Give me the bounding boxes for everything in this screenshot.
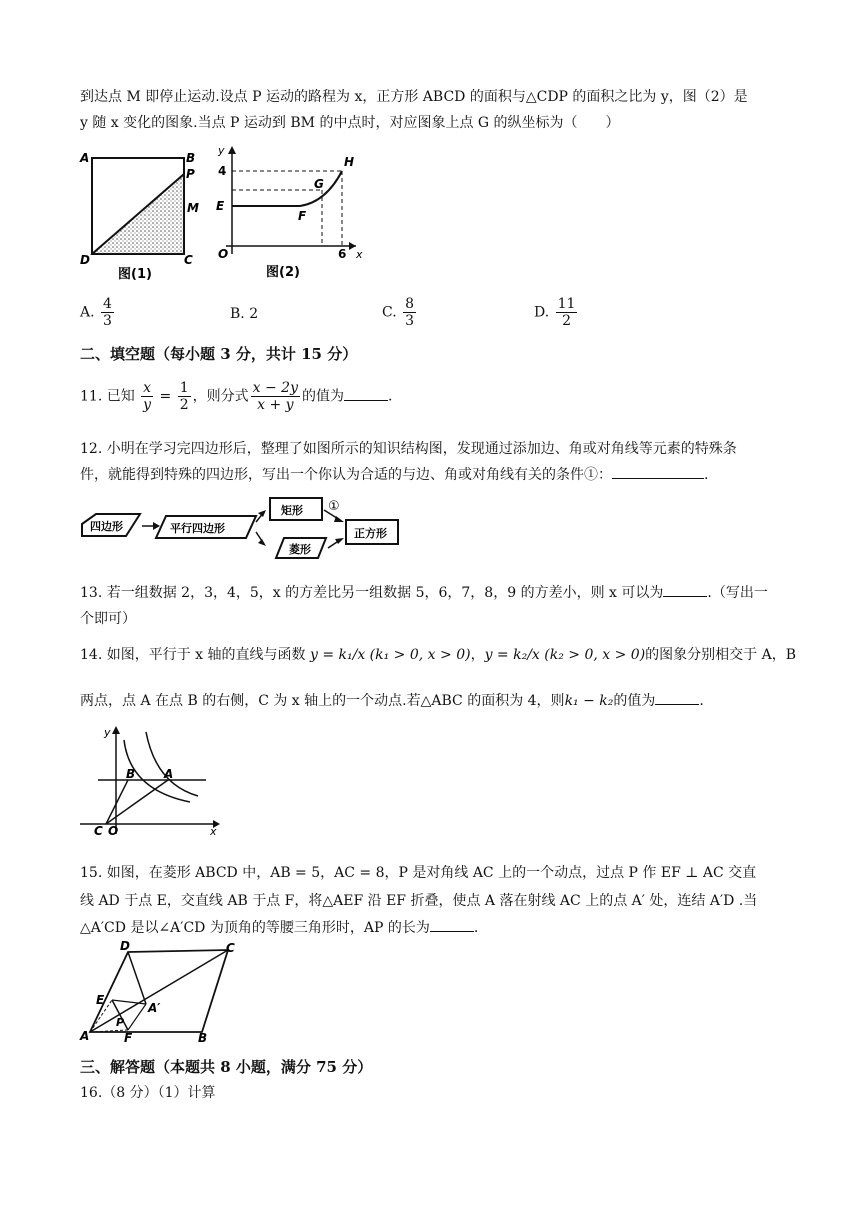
label-quadrilateral: 四边形 bbox=[90, 520, 123, 533]
q12-answer-blank[interactable] bbox=[612, 478, 704, 479]
label-h: H bbox=[344, 155, 355, 169]
q15-line1: 15. 如图，在菱形 ABCD 中，AB = 5，AC = 8，P 是对角线 AC 上的一个动点，过点 P 作 EF ⊥ AC 交直 bbox=[80, 865, 757, 881]
label-a-prime: A′ bbox=[148, 1001, 161, 1015]
label-circle-1: ① bbox=[328, 499, 340, 514]
q13-line1: 13. 若一组数据 2，3，4，5，x 的方差比另一组数据 5，6，7，8，9 的方差小，则 x 可以为 .（写出一 bbox=[80, 585, 768, 601]
label-d: D bbox=[80, 253, 90, 267]
label-b: B bbox=[186, 151, 196, 165]
q16-text: 16.（8 分）（1）计算 bbox=[80, 1085, 216, 1101]
label-square: 正方形 bbox=[354, 527, 387, 540]
label-4: 4 bbox=[218, 164, 227, 178]
section-2-title: 二、填空题（每小题 3 分，共计 15 分） bbox=[80, 345, 358, 363]
q11-answer-blank[interactable] bbox=[344, 400, 388, 401]
label-parallelogram: 平行四边形 bbox=[170, 522, 225, 535]
q15-answer-blank[interactable] bbox=[430, 931, 474, 932]
q10-line1: 到达点 M 即停止运动.设点 P 运动的路程为 x，正方形 ABCD 的面积与△CDP 的面积之比为 y，图（2）是 bbox=[80, 89, 748, 105]
curve-k1 bbox=[146, 732, 198, 796]
label-p: P bbox=[116, 1016, 125, 1029]
label-b: B bbox=[126, 767, 136, 781]
label-m: M bbox=[187, 201, 199, 215]
fig1-caption: 图(1) bbox=[118, 267, 152, 282]
q15-line2: 线 AD 于点 E，交直线 AB 于点 F，将△AEF 沿 EF 折叠，使点 A 落在射线 AC 上的点 A′ 处，连结 A′D .当 bbox=[80, 893, 758, 909]
fig2-caption: 图(2) bbox=[266, 265, 300, 280]
section-3-title: 三、解答题（本题共 8 小题，满分 75 分） bbox=[80, 1058, 373, 1076]
option-a[interactable]: A. $\frac{4}{3}$ bbox=[80, 296, 112, 329]
q14-line2: 两点，点 A 在点 B 的右侧，C 为 x 轴上的一个动点.若△ABC 的面积为 4，则k₁ − k₂的值为 . bbox=[80, 693, 704, 709]
label-c: C bbox=[94, 824, 103, 838]
q15-line3: △A′CD 是以∠A′CD 为顶角的等腰三角形时，AP 的长为 . bbox=[80, 920, 479, 936]
label-x: x bbox=[210, 825, 217, 838]
label-a: A bbox=[80, 151, 90, 165]
option-b[interactable]: B. 2 bbox=[230, 306, 259, 322]
label-o: O bbox=[218, 247, 229, 261]
q10-line2: y 随 x 变化的图象.当点 P 运动到 BM 的中点时，对应图象上点 G 的纵坐标为（ ） bbox=[80, 115, 620, 131]
option-d[interactable]: D. $\frac{11}{2}$ bbox=[534, 296, 576, 329]
segment-a2d bbox=[128, 952, 146, 1004]
label-c: C bbox=[184, 253, 193, 267]
label-p: P bbox=[186, 167, 195, 181]
q14-function-2: y = k₂/x (k₂ > 0, x > 0) bbox=[484, 647, 646, 663]
label-y: y bbox=[218, 144, 225, 157]
label-y: y bbox=[104, 726, 111, 739]
q12-line2: 件，就能得到特殊的四边形，写出一个你认为合适的与边、角或对角线有关的条件①： . bbox=[80, 467, 709, 483]
label-f: F bbox=[124, 1031, 133, 1044]
label-b: B bbox=[198, 1031, 208, 1044]
label-a: A bbox=[80, 1029, 90, 1043]
figure-1-square bbox=[76, 146, 206, 286]
label-a: A bbox=[164, 767, 174, 781]
figure-q14-hyperbolas bbox=[76, 722, 226, 838]
figure-2-graph bbox=[206, 142, 366, 284]
figure-q15-rhombus bbox=[76, 940, 246, 1044]
label-rectangle: 矩形 bbox=[281, 504, 303, 517]
q12-line1: 12. 小明在学习完四边形后，整理了如图所示的知识结构图，发现通过添加边、角或对角线等元素的特殊条 bbox=[80, 441, 737, 457]
label-o: O bbox=[108, 824, 119, 838]
q13-line2: 个即可） bbox=[80, 611, 136, 627]
q14-answer-blank[interactable] bbox=[655, 704, 699, 705]
label-rhombus: 菱形 bbox=[289, 543, 311, 556]
label-e: E bbox=[96, 993, 105, 1007]
label-6: 6 bbox=[338, 247, 347, 261]
q14-line1: 14. 如图，平行于 x 轴的直线与函数 y = k₁/x (k₁ > 0, x > 0)，y = k₂/x (k₂ > 0, x > 0)的图象分别相交于 A，B bbox=[80, 647, 797, 663]
diagonal-ac bbox=[90, 950, 228, 1032]
quadrilateral-structure-diagram bbox=[78, 494, 418, 572]
label-g: G bbox=[314, 177, 324, 191]
option-c[interactable]: C. $\frac{8}{3}$ bbox=[382, 296, 415, 329]
q11: 11. 已知 $\frac{x}{y}$ = $\frac{1}{2}$ ，则分式 $\frac{x - 2y}{x + y}$ 的值为 . bbox=[80, 380, 393, 413]
label-e: E bbox=[216, 199, 225, 213]
q14-function-1: y = k₁/x (k₁ > 0, x > 0) bbox=[309, 647, 471, 663]
q13-answer-blank[interactable] bbox=[663, 596, 707, 597]
label-d: D bbox=[120, 940, 130, 953]
label-x: x bbox=[356, 248, 363, 261]
label-f: F bbox=[298, 209, 307, 223]
label-c: C bbox=[226, 941, 235, 955]
graph-curve bbox=[232, 171, 342, 206]
